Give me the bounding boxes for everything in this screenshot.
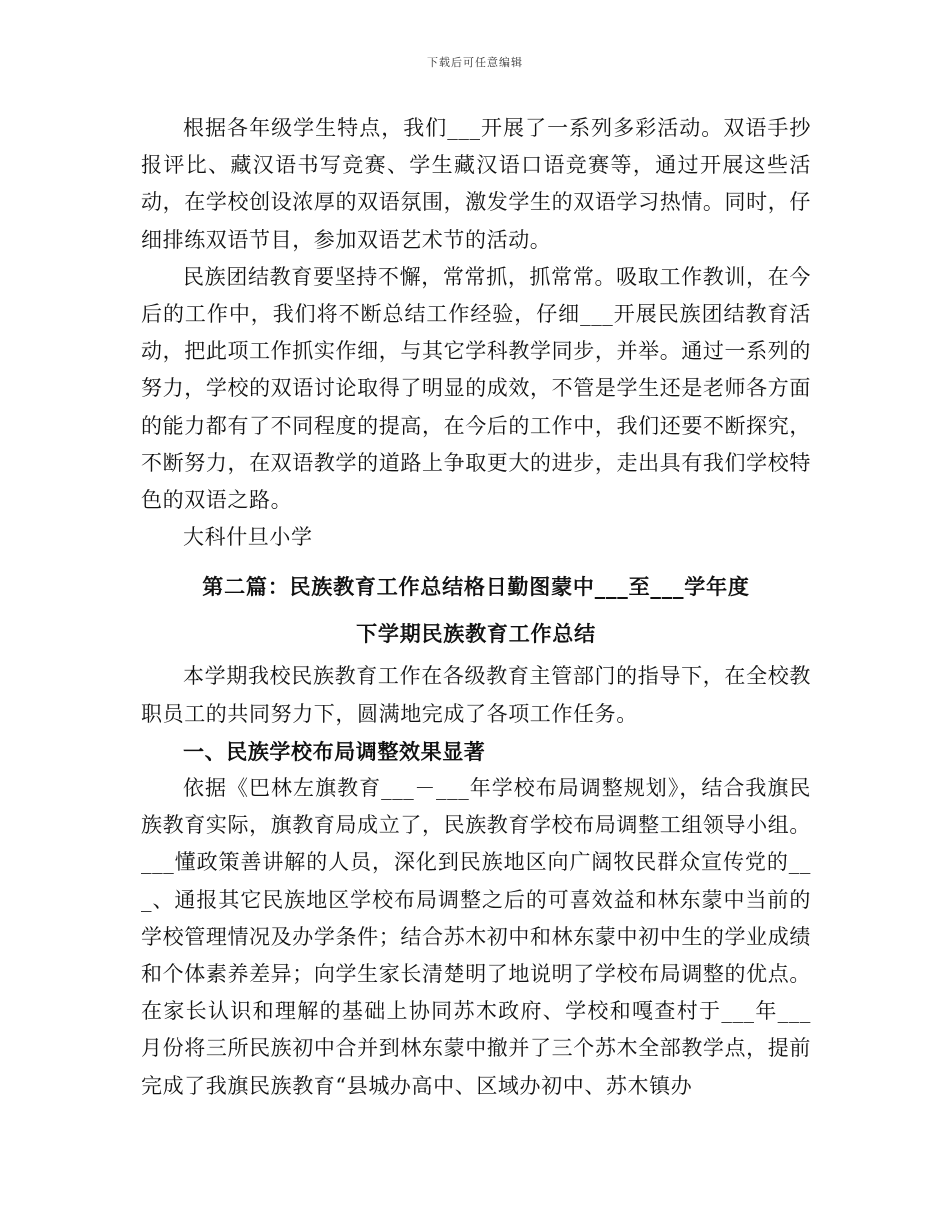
document-body — [141, 110, 811, 1105]
section-subtitle: 下学期民族教育工作总结 — [356, 621, 596, 647]
body-paragraph: 本学期我校民族教育工作在各级教育主管部门的指导下，在全校教职员工的共同努力下，圆满地完成了各项工作任务。 — [141, 664, 811, 726]
section-title: 第二篇：民族教育工作总结格日勤图蒙中___至___学年度 — [202, 574, 750, 600]
body-paragraph: 根据各年级学生特点，我们___开展了一系列多彩活动。双语手抄报评比、藏汉语书写竞赛、学生藏汉语口语竞赛等，通过开展这些活动，在学校创设浓厚的双语氛围，激发学生的双语学习热情。同时，仔细排练双语节目，参加双语艺术节的活动。 — [141, 116, 811, 252]
body-paragraph: 民族团结教育要坚持不懈，常常抓，抓常常。吸取工作教训，在今后的工作中，我们将不断总结工作经验，仔细___开展民族团结教育活动，把此项工作抓实作细，与其它学科教学同步，并举。通过一系列的努力，学校的双语讨论取得了明显的成效，不管是学生还是老师各方面的能力都有了不同程度的提高，在今后的工作中，我们还要不断探究，不断努力，在双语教学的道路上争取更大的进步，走出具有我们学校特色的双语之路。 — [141, 264, 811, 513]
page-header: 下载后可任意编辑 — [427, 56, 523, 69]
section-heading: 一、民族学校布局调整效果显著 — [183, 738, 486, 764]
signature: 大科什旦小学 — [183, 525, 313, 550]
body-paragraph: 依据《巴林左旗教育___－___年学校布局调整规划》，结合我旗民族教育实际，旗教育局成立了，民族教育学校布局调整工组领导小组。___懂政策善讲解的人员，深化到民族地区向广阔牧民群众宣传党的___、通报其它民族地区学校布局调整之后的可喜效益和林东蒙中当前的学校管理情况及办学条件；结合苏木初中和林东蒙中初中生的学业成绩和个体素养差异；向学生家长清楚明了地说明了学校布局调整的优点。在家长认识和理解的基础上协同苏木政府、学校和嘎查村于___年___月份将三所民族初中合并到林东蒙中撤并了三个苏木全部教学点，提前完成了我旗民族教育“县城办高中、区域办初中、苏木镇办 — [141, 776, 811, 1098]
